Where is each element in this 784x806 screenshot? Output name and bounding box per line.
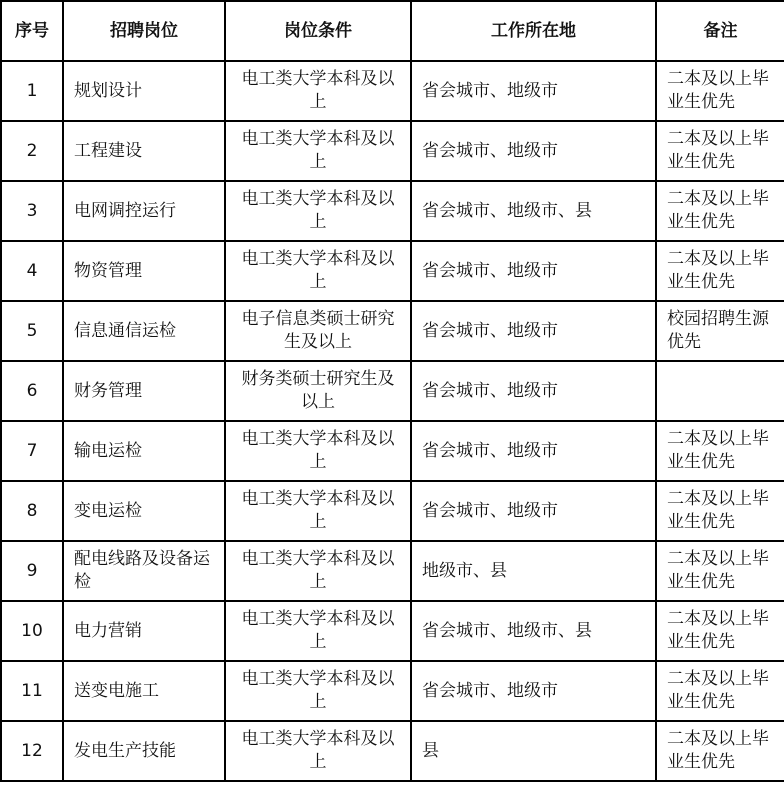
cell-note: 二本及以上毕业生优先: [656, 121, 784, 181]
cell-no: 2: [1, 121, 63, 181]
cell-no: 5: [1, 301, 63, 361]
cell-no: 3: [1, 181, 63, 241]
table-row: [1, 181, 784, 241]
cell-no: 4: [1, 241, 63, 301]
cell-position: 信息通信运检: [63, 301, 225, 361]
table-row: [1, 121, 784, 181]
cell-requirement: 电子信息类硕士研究生及以上: [225, 301, 411, 361]
cell-note: [656, 361, 784, 421]
table-header-row: [1, 1, 784, 61]
cell-no: 1: [1, 61, 63, 121]
cell-location: 省会城市、地级市: [411, 421, 656, 481]
cell-position: 发电生产技能: [63, 721, 225, 781]
cell-requirement: 电工类大学本科及以上: [225, 121, 411, 181]
table-row: [1, 541, 784, 601]
cell-location: 省会城市、地级市、县: [411, 601, 656, 661]
header-note: 备注: [656, 1, 784, 61]
cell-position: 电力营销: [63, 601, 225, 661]
cell-location: 省会城市、地级市、县: [411, 181, 656, 241]
cell-requirement: 电工类大学本科及以上: [225, 601, 411, 661]
cell-note: 二本及以上毕业生优先: [656, 181, 784, 241]
cell-location: 省会城市、地级市: [411, 361, 656, 421]
cell-note: 二本及以上毕业生优先: [656, 481, 784, 541]
cell-note: 校园招聘生源优先: [656, 301, 784, 361]
cell-position: 变电运检: [63, 481, 225, 541]
table-row: [1, 361, 784, 421]
table-row: [1, 241, 784, 301]
cell-no: 6: [1, 361, 63, 421]
cell-requirement: 电工类大学本科及以上: [225, 61, 411, 121]
cell-position: 物资管理: [63, 241, 225, 301]
cell-no: 8: [1, 481, 63, 541]
table-row: [1, 661, 784, 721]
table-row: [1, 301, 784, 361]
cell-requirement: 电工类大学本科及以上: [225, 241, 411, 301]
cell-position: 工程建设: [63, 121, 225, 181]
cell-position: 电网调控运行: [63, 181, 225, 241]
table-row: [1, 601, 784, 661]
cell-position: 财务管理: [63, 361, 225, 421]
cell-position: 配电线路及设备运检: [63, 541, 225, 601]
cell-requirement: 电工类大学本科及以上: [225, 661, 411, 721]
cell-location: 省会城市、地级市: [411, 661, 656, 721]
table-row: [1, 421, 784, 481]
cell-requirement: 电工类大学本科及以上: [225, 421, 411, 481]
cell-note: 二本及以上毕业生优先: [656, 721, 784, 781]
cell-note: 二本及以上毕业生优先: [656, 601, 784, 661]
table-row: [1, 481, 784, 541]
table-row: [1, 61, 784, 121]
cell-no: 9: [1, 541, 63, 601]
cell-requirement: 电工类大学本科及以上: [225, 481, 411, 541]
cell-location: 省会城市、地级市: [411, 61, 656, 121]
header-no: 序号: [1, 1, 63, 61]
header-position: 招聘岗位: [63, 1, 225, 61]
header-requirement: 岗位条件: [225, 1, 411, 61]
cell-requirement: 电工类大学本科及以上: [225, 181, 411, 241]
cell-requirement: 电工类大学本科及以上: [225, 541, 411, 601]
cell-location: 省会城市、地级市: [411, 481, 656, 541]
cell-no: 11: [1, 661, 63, 721]
cell-note: 二本及以上毕业生优先: [656, 241, 784, 301]
cell-location: 省会城市、地级市: [411, 301, 656, 361]
cell-note: 二本及以上毕业生优先: [656, 421, 784, 481]
cell-position: 规划设计: [63, 61, 225, 121]
cell-note: 二本及以上毕业生优先: [656, 661, 784, 721]
cell-note: 二本及以上毕业生优先: [656, 541, 784, 601]
cell-requirement: 电工类大学本科及以上: [225, 721, 411, 781]
cell-no: 12: [1, 721, 63, 781]
cell-requirement: 财务类硕士研究生及以上: [225, 361, 411, 421]
cell-location: 地级市、县: [411, 541, 656, 601]
cell-location: 县: [411, 721, 656, 781]
table-row: [1, 721, 784, 781]
header-location: 工作所在地: [411, 1, 656, 61]
cell-no: 7: [1, 421, 63, 481]
cell-position: 送变电施工: [63, 661, 225, 721]
cell-location: 省会城市、地级市: [411, 121, 656, 181]
cell-position: 输电运检: [63, 421, 225, 481]
cell-no: 10: [1, 601, 63, 661]
cell-note: 二本及以上毕业生优先: [656, 61, 784, 121]
cell-location: 省会城市、地级市: [411, 241, 656, 301]
